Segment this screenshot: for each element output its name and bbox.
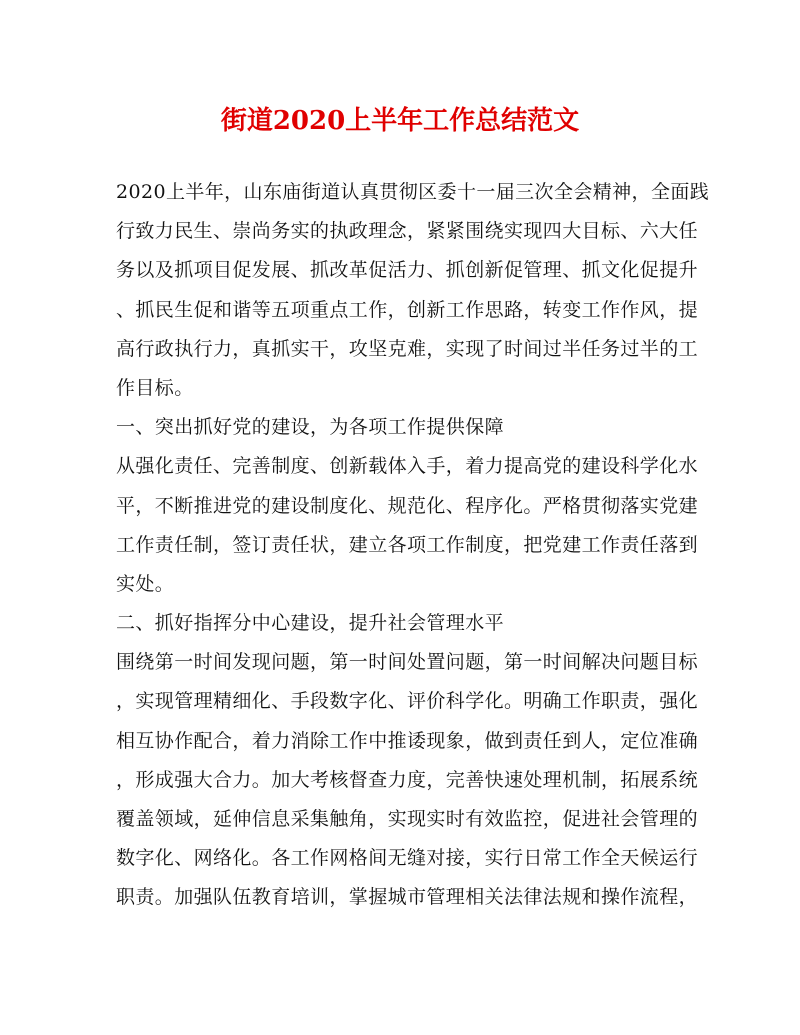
text-line: 从强化责任、完善制度、创新载体入手，着力提高党的建设科学化水 [116, 455, 699, 478]
text-line: 实处。 [116, 572, 175, 595]
text-line: 相互协作配合，着力消除工作中推诿现象，做到责任到人，定位准确 [116, 729, 699, 752]
text-line: 一、突出抓好党的建设，为各项工作提供保障 [116, 416, 505, 439]
text-line: 作目标。 [116, 376, 194, 399]
text-line: 、抓民生促和谐等五项重点工作，创新工作思路，转变工作作风，提 [116, 298, 699, 321]
text-line: 行致力民生、崇尚务实的执政理念，紧紧围绕实现四大目标、六大任 [116, 220, 699, 243]
text-line: 围绕第一时间发现问题，第一时间处置问题，第一时间解决问题目标 [116, 651, 699, 674]
text-line: 高行政执行力，真抓实干，攻坚克难，实现了时间过半任务过半的工 [116, 337, 699, 360]
text-line: 工作责任制，签订责任状，建立各项工作制度，把党建工作责任落到 [116, 533, 699, 556]
document-body [116, 177, 710, 922]
text-line: 平，不断推进党的建设制度化、规范化、程序化。严格贯彻落实党建 [116, 494, 699, 517]
text-line: 2020上半年，山东庙街道认真贯彻区委十一届三次全会精神，全面践 [116, 181, 710, 203]
text-line: ，实现管理精细化、手段数字化、评价科学化。明确工作职责，强化 [116, 690, 699, 713]
text-line: 职责。加强队伍教育培训，掌握城市管理相关法律法规和操作流程， [116, 886, 699, 909]
text-line: ，形成强大合力。加大考核督查力度，完善快速处理机制，拓展系统 [116, 768, 699, 791]
text-line: 覆盖领域，延伸信息采集触角，实现实时有效监控，促进社会管理的 [116, 808, 699, 830]
document-title: 街道2020上半年工作总结范文 [220, 106, 580, 136]
text-line: 数字化、网络化。各工作网格间无缝对接，实行日常工作全天候运行 [116, 847, 699, 870]
text-line: 二、抓好指挥分中心建设，提升社会管理水平 [116, 612, 505, 635]
text-line: 务以及抓项目促发展、抓改革促活力、抓创新促管理、抓文化促提升 [116, 259, 699, 282]
